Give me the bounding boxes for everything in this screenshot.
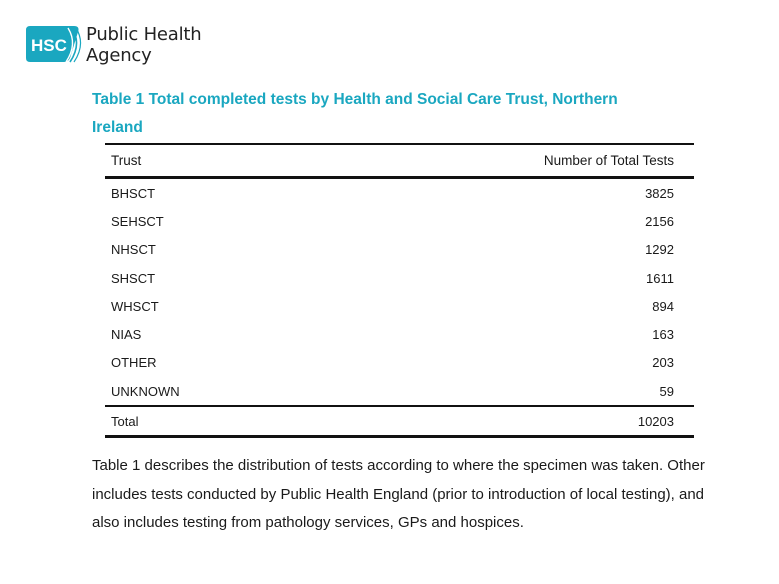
table-header-row xyxy=(105,145,694,176)
tests-cell: 163 xyxy=(652,327,674,343)
tests-cell: 203 xyxy=(652,355,674,371)
tests-cell: 3825 xyxy=(645,185,674,201)
tests-cell: 59 xyxy=(659,383,674,399)
total-value: 10203 xyxy=(637,413,674,429)
table-row xyxy=(105,264,694,292)
column-header-tests: Number of Total Tests xyxy=(543,153,674,168)
column-header-trust: Trust xyxy=(111,153,142,168)
table-description: Table 1 describes the distribution of tests according to where the specimen was taken. Other includes tests conducted by Public Health England (prior to introduction of local testing), and also includes testing from pathology services, GPs and hospices. xyxy=(92,457,705,531)
trust-cell: SHSCT xyxy=(111,270,156,286)
pha-logo xyxy=(24,24,202,66)
hsc-logo-badge xyxy=(24,24,80,62)
trust-cell: UNKNOWN xyxy=(111,383,180,399)
trust-cell: BHSCT xyxy=(111,185,156,201)
table-row xyxy=(105,236,694,264)
table-row xyxy=(105,377,694,405)
table-row xyxy=(105,179,694,207)
table-row xyxy=(105,292,694,320)
trust-cell: NIAS xyxy=(111,327,142,343)
org-name xyxy=(86,24,202,66)
tests-cell: 894 xyxy=(652,298,674,314)
org-name-line2: Agency xyxy=(86,45,152,66)
trust-tests-table xyxy=(105,143,694,438)
trust-cell: NHSCT xyxy=(111,242,156,258)
trust-cell: SEHSCT xyxy=(111,213,164,229)
total-label: Total xyxy=(111,413,139,429)
total-row xyxy=(105,407,694,435)
table-row xyxy=(105,349,694,377)
tests-cell: 1611 xyxy=(646,270,674,286)
trust-cell: OTHER xyxy=(111,355,157,371)
table-title: Table 1 Total completed tests by Health and Social Care Trust, Northern Ireland xyxy=(92,91,618,136)
tests-cell: 2156 xyxy=(645,213,674,229)
hsc-badge-text: HSC xyxy=(31,36,67,55)
trust-cell: WHSCT xyxy=(111,298,159,314)
table-body xyxy=(105,179,694,405)
table-row xyxy=(105,320,694,348)
table-row xyxy=(105,207,694,235)
tests-cell: 1292 xyxy=(645,242,674,258)
org-name-line1: Public Health xyxy=(86,24,202,45)
table-bottom-rule xyxy=(105,435,694,438)
